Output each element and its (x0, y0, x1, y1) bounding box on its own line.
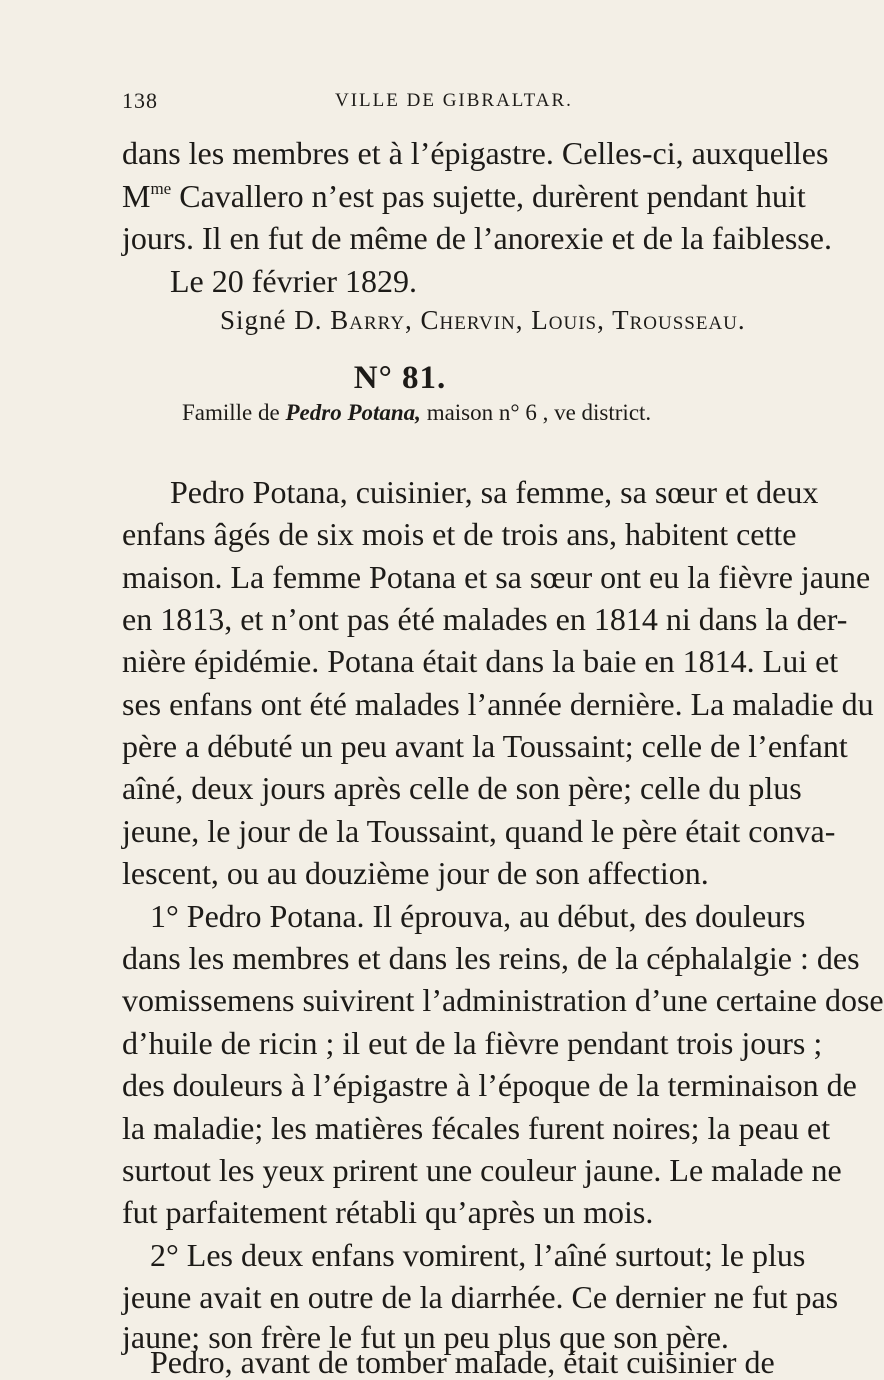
paragraph-line: 1° Pedro Potana. Il éprouva, au début, des douleurs (150, 898, 806, 934)
paragraph-line: jaune; son frère le fut un peu plus que son père. (122, 1319, 729, 1355)
page-header (122, 88, 772, 118)
paragraph-line: en 1813, et n’ont pas été malades en 1814 ni dans la der- (122, 601, 848, 637)
paragraph-line: Pedro Potana, cuisinier, sa femme, sa sœur et deux (170, 474, 819, 510)
notice-number: N° 81. (353, 360, 447, 396)
paragraph-line: dans les membres et dans les reins, de la céphalalgie : des (122, 940, 860, 976)
paragraph-line: d’huile de ricin ; il eut de la fièvre pendant trois jours ; (122, 1025, 823, 1061)
paragraph-line: vomissemens suivirent l’administration d’une certaine dose (122, 982, 884, 1018)
text-line-mme (122, 178, 806, 214)
paragraph-line: lescent, ou au douzième jour de son affection. (122, 855, 709, 891)
text-line: jours. Il en fut de même de l’anorexie et de la faiblesse. (122, 220, 832, 256)
paragraph-line: ses enfans ont été malades l’année dernière. La maladie du (122, 686, 874, 722)
running-title: VILLE DE GIBRALTAR. (335, 90, 573, 111)
paragraph-line: Pedro, avant de tomber malade, était cuisinier de (150, 1344, 775, 1380)
signature-line (220, 307, 880, 334)
paragraph-line: père a débuté un peu avant la Toussaint; celle de l’enfant (122, 728, 848, 764)
paragraph-line: nière épidémie. Potana était dans la baie en 1814. Lui et (122, 643, 839, 679)
signature-names: Barry, Chervin, Louis, Trousseau. (330, 305, 746, 335)
text-line: dans les membres et à l’épigastre. Celles-ci, auxquelles (122, 135, 829, 171)
paragraph-line: fut parfaitement rétabli qu’après un mois. (122, 1194, 654, 1230)
subtitle-prefix: Famille de (182, 400, 286, 425)
paragraph-line: des douleurs à l’épigastre à l’époque de la terminaison de (122, 1067, 857, 1103)
mme-abbrev: M (122, 178, 151, 214)
mme-superscript: me (150, 179, 172, 198)
paragraph-line: surtout les yeux prirent une couleur jaune. Le malade ne (122, 1152, 842, 1188)
text-line-rest: Cavallero n’est pas sujette, durèrent pendant huit (171, 178, 806, 214)
page-number: 138 (122, 88, 158, 113)
subtitle-name: Pedro Potana, (285, 400, 421, 425)
subtitle-suffix: maison n° 6 , ve district. (420, 400, 652, 425)
paragraph-line: jeune avait en outre de la diarrhée. Ce dernier ne fut pas (122, 1279, 839, 1315)
signature-prefix: Signé D. (220, 305, 331, 335)
paragraph-line: jeune, le jour de la Toussaint, quand le père était conva- (122, 813, 836, 849)
paragraph-line: 2° Les deux enfans vomirent, l’aîné surtout; le plus (150, 1237, 806, 1273)
paragraph-line: enfans âgés de six mois et de trois ans, habitent cette (122, 516, 797, 552)
notice-subtitle (182, 400, 651, 426)
paragraph-line: maison. La femme Potana et sa sœur ont eu la fièvre jaune (122, 559, 871, 595)
date-line: Le 20 février 1829. (170, 263, 418, 299)
paragraph-line: aîné, deux jours après celle de son père; celle du plus (122, 770, 802, 806)
paragraph-line: la maladie; les matières fécales furent noires; la peau et (122, 1110, 831, 1146)
